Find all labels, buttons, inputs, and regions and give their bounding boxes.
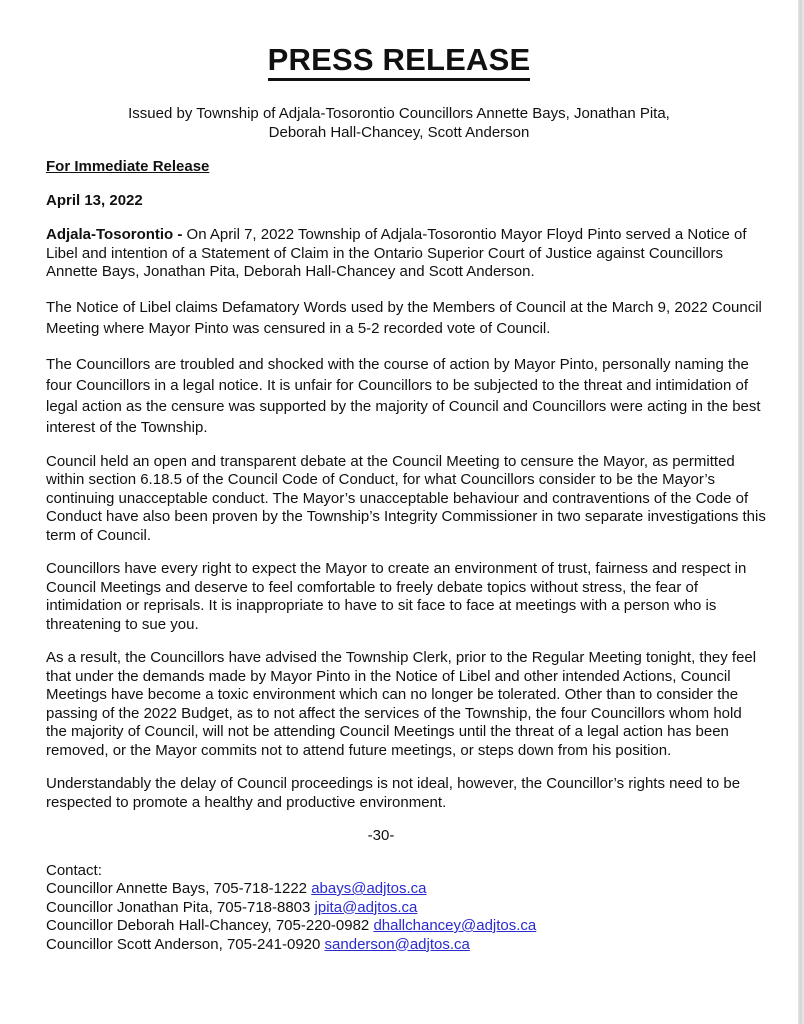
contact-item: Councillor Annette Bays, 705-718-1222 abays@adjtos.ca [46,880,427,897]
paragraph: Councillors have every right to expect the Mayor to create an environment of trust, fairness and respect in Council Meetings and deserve to feel comfortable to freely debate topics without stress, the fear of intimidation or reprisals. It is inappropriate to have to sit face to face at meetings with a person who is threatening to sue you. [46,560,747,633]
issued-by-line: Deborah Hall-Chancey, Scott Anderson [268,124,530,141]
contact-phone: 705-718-8803 [216,898,311,916]
contact-phone: 705-241-0920 [226,935,321,953]
contact-name: Councillor Scott Anderson [46,935,219,953]
contact-item: Councillor Deborah Hall-Chancey, 705-220-0982 dhallchancey@adjtos.ca [46,917,537,934]
title-text: PRESS RELEASE [268,42,531,81]
page-edge-shadow [798,0,804,1024]
release-date: April 13, 2022 [46,191,143,209]
paragraph [46,226,766,282]
paragraph: As a result, the Councillors have advised the Township Clerk, prior to the Regular Meeting tonight, they feel that under the demands made by Mayor Pinto in the Notice of Libel and other intended Actions, Council Meetings have become a toxic environment which can no longer be tolerated. Other than to consider the passing of the 2022 Budget, as to not affect the services of the Township, the four Councillors whom hold the majority of Council, will not be attending Council Meetings until the threat of a legal action has been removed, or the Mayor commits not to attend future meetings, or steps down from his position. [46,649,757,759]
issued-by [0,104,798,142]
contact-item: Councillor Scott Anderson, 705-241-0920 sanderson@adjtos.ca [46,935,470,953]
contact-name: Councillor Annette Bays [46,880,206,897]
paragraph: The Notice of Libel claims Defamatory Words used by the Members of Council at the March 9, 2022 Council Meeting where Mayor Pinto was censured in a 5-2 recorded vote of Council. [46,298,762,337]
contact-email-link[interactable]: jpita@adjtos.ca [314,898,418,916]
contact-section [46,862,766,955]
contact-email-link[interactable]: dhallchancey@adjtos.ca [373,917,537,934]
issued-by-line: Issued by Township of Adjala-Tosorontio Councillors Annette Bays, Jonathan Pita, [128,105,670,122]
contact-item: Councillor Jonathan Pita, 705-718-8803 jpita@adjtos.ca [46,898,418,916]
contact-label: Contact: [46,861,102,879]
paragraph-text: On April 7, 2022 Township of Adjala-Tosorontio Mayor Floyd Pinto served a Notice of Libel and intention of a Statement of Claim in the Ontario Superior Court of Justice against Councillors Annette Bays, Jonathan Pita, Deborah Hall-Chancey and Scott Anderson. [46,226,747,280]
contact-name: Councillor Jonathan Pita [46,898,209,916]
paragraph: Understandably the delay of Council proceedings is not ideal, however, the Councillor’s rights need to be respected to promote a healthy and productive environment. [46,775,741,811]
dateline: Adjala-Tosorontio - [46,226,187,243]
contact-phone: 705-220-0982 [275,917,370,934]
document-body [46,158,766,954]
contact-name: Councillor Deborah Hall-Chancey [46,917,268,934]
paragraph: Council held an open and transparent debate at the Council Meeting to censure the Mayor, as permitted within section 6.18.5 of the Council Code of Conduct, for what Councillors consider to be the Mayor’s continuing unacceptable conduct. The Mayor’s unacceptable behaviour and contraventions of the Code of Conduct have also been proven by the Township’s Integrity Commissioner in two separate investigations this term of Council. [46,452,766,544]
contact-phone: 705-718-1222 [213,880,308,897]
contact-email-link[interactable]: sanderson@adjtos.ca [324,935,470,953]
release-label: For Immediate Release [46,158,210,175]
end-marker: -30- [367,827,395,844]
contact-email-link[interactable]: abays@adjtos.ca [311,880,427,897]
page-title [0,42,798,78]
paragraph: The Councillors are troubled and shocked with the course of action by Mayor Pinto, personally naming the four Councillors in a legal notice. It is unfair for Councillors to be subjected to the threat and intimidation of legal action as the censure was supported by the majority of Council and Councillors were acting in the best interest of the Township. [46,355,761,436]
